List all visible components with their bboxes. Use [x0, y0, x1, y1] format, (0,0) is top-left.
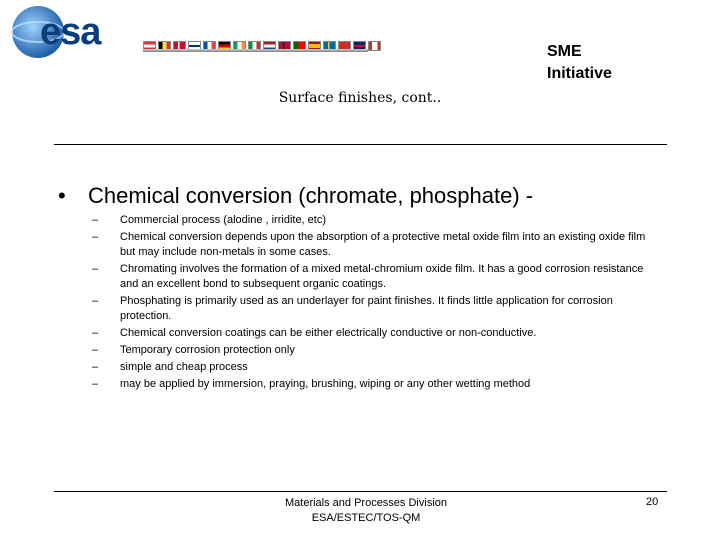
list-item-text: Chromating involves the formation of a mixed metal-chromium oxide film. It has a good corrosion resistance and an excellent bond to subsequent organic coatings. [120, 263, 644, 290]
dash-icon: – [92, 214, 99, 226]
list-item-text: Phosphating is primarily used as an underlayer for paint finishes. It finds little application for corrosion protection. [120, 295, 613, 322]
dash-icon: – [92, 231, 99, 243]
list-item-text: Chemical conversion coatings can be either electrically conductive or non-conductive. [120, 327, 537, 339]
list-item [92, 294, 662, 324]
flag-underline [143, 49, 368, 52]
footer-office: ESA/ESTEC/TOS-QM [311, 512, 421, 524]
list-item [92, 360, 662, 375]
page-number: 20 [646, 496, 659, 508]
esa-logo [10, 4, 370, 64]
footer-text [0, 496, 720, 526]
list-item-text: simple and cheap process [120, 361, 248, 373]
dash-icon: – [92, 344, 99, 356]
logo-text: esa [40, 11, 101, 53]
dash-icon: – [92, 295, 99, 307]
list-item [92, 326, 662, 341]
bullet-icon: • [58, 183, 66, 208]
main-heading: Chemical conversion (chromate, phosphate) - [88, 183, 534, 208]
list-item [92, 343, 662, 358]
page-title: Surface finishes, cont.. [278, 90, 442, 106]
list-item [92, 262, 662, 292]
footer-division: Materials and Processes Division [284, 497, 447, 509]
list-item-text: Chemical conversion depends upon the absorption of a protective metal oxide film into an existing oxide film but may include non-metals in some cases. [120, 231, 646, 258]
dash-icon: – [92, 263, 99, 275]
list-item-text: may be applied by immersion, praying, brushing, wiping or any other wetting method [120, 378, 531, 390]
sme-initiative [547, 41, 612, 85]
list-item [92, 213, 662, 228]
footer-divider [54, 491, 667, 492]
sme-line-2: Initiative [547, 65, 612, 82]
dash-icon: – [92, 327, 99, 339]
sub-list [92, 213, 662, 394]
list-item [92, 230, 662, 260]
main-bullet [58, 183, 533, 209]
dash-icon: – [92, 378, 99, 390]
sme-line-1: SME [547, 43, 582, 60]
header-divider [54, 144, 667, 145]
flag-canada [368, 41, 381, 51]
dash-icon: – [92, 361, 99, 373]
list-item [92, 377, 662, 392]
list-item-text: Commercial process (alodine , irridite, etc) [120, 214, 327, 226]
list-item-text: Temporary corrosion protection only [120, 344, 295, 356]
